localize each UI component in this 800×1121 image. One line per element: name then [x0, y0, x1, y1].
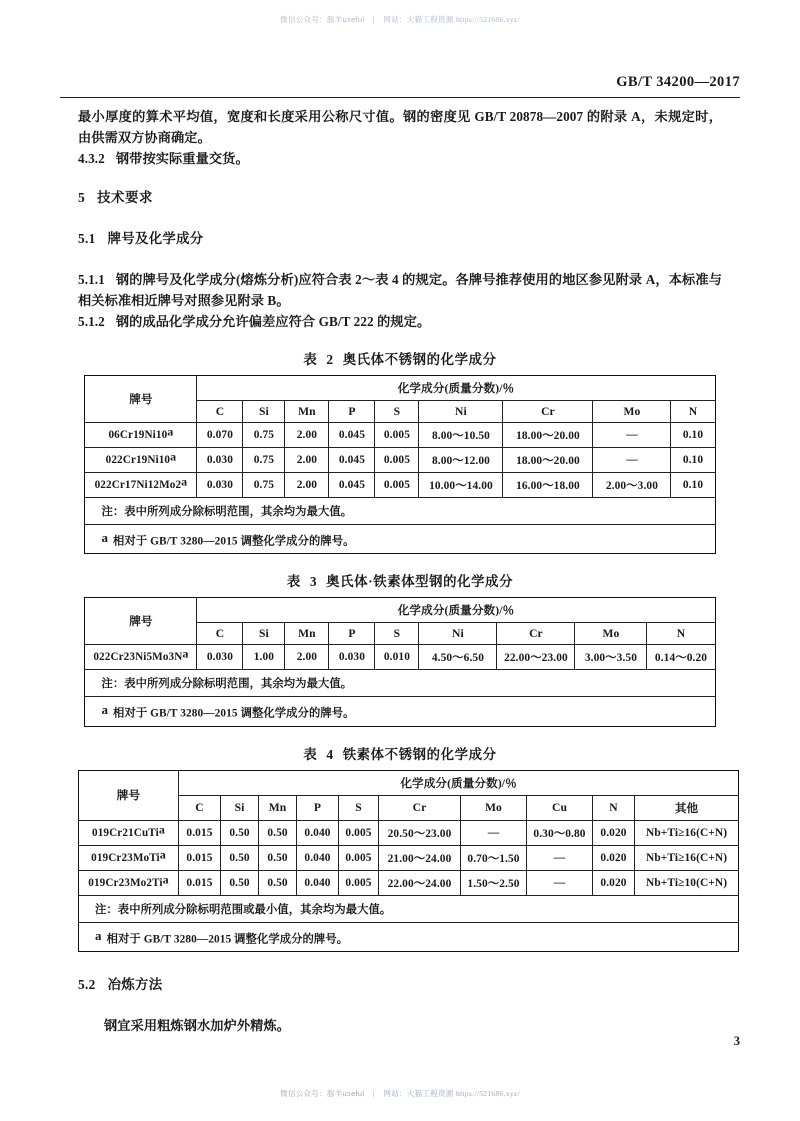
- table-3-col-ni: Ni: [419, 623, 497, 645]
- cell: 2.00: [285, 473, 329, 498]
- table-3-caption: [78, 571, 722, 590]
- table-3-footnote: [85, 697, 715, 726]
- footnote-text: 相对于 GB/T 3280—2015 调整化学成分的牌号。: [113, 535, 355, 548]
- table-4-label: 表: [303, 746, 318, 762]
- header-rule: [60, 97, 740, 98]
- table-2-col-mn: Mn: [285, 401, 329, 423]
- grade-text: 019Cr23Mo2Ti: [88, 876, 163, 889]
- clause-5-1-2-number: 5.1.2: [78, 314, 105, 329]
- cell: 0.020: [593, 870, 635, 895]
- grade-text: 019Cr23MoTi: [91, 851, 160, 864]
- table-4-grade-1: [79, 845, 179, 870]
- cell: Nb+Ti≥16(C+N): [635, 820, 739, 845]
- table-4-col-si: Si: [221, 795, 259, 820]
- table-3-col-mo: Mo: [575, 623, 647, 645]
- footnote-mark: a: [181, 474, 188, 489]
- clause-4-3-2-number: 4.3.2: [78, 151, 105, 166]
- table-4-grade-2: [79, 870, 179, 895]
- table-4-title: 铁素体不锈钢的化学成分: [342, 746, 497, 762]
- cell: 0.030: [197, 448, 243, 473]
- table-4-grade-0: [79, 820, 179, 845]
- standard-code-header: GB/T 34200—2017: [616, 74, 740, 90]
- cell: —: [593, 423, 671, 448]
- cell: 0.14～0.20: [647, 645, 715, 670]
- table-2-col-n: N: [671, 401, 715, 423]
- table-3-col-c: C: [197, 623, 243, 645]
- cell: 0.50: [259, 870, 297, 895]
- table-4-col-other: 其他: [635, 795, 739, 820]
- table-row: [79, 820, 739, 845]
- table-2-col-group: 化学成分(质量分数)/％: [197, 376, 715, 401]
- table-note-row: [85, 670, 715, 697]
- cell: 0.005: [375, 448, 419, 473]
- table-4-col-n: N: [593, 795, 635, 820]
- cell: 0.50: [259, 820, 297, 845]
- table-note-row: [85, 498, 715, 525]
- cell: 0.045: [329, 423, 375, 448]
- table-row: [85, 423, 715, 448]
- table-3-note: 注：表中所列成分除标明范围，其余均为最大值。: [85, 670, 715, 697]
- table-2-col-mo: Mo: [593, 401, 671, 423]
- cell: 2.00: [285, 448, 329, 473]
- table-2-title: 奥氏体不锈钢的化学成分: [342, 352, 497, 367]
- section-5-title: 技术要求: [97, 190, 153, 205]
- table-2-footnote: [85, 525, 715, 554]
- cell: 8.00～12.00: [419, 448, 503, 473]
- table-4-col-grade: 牌号: [79, 770, 179, 820]
- clause-5-1-1: [78, 269, 722, 311]
- table-austenitic-ferritic-composition: [84, 597, 715, 726]
- cell: 0.015: [179, 845, 221, 870]
- table-4-col-c: C: [179, 795, 221, 820]
- section-5-1-title: 牌号及化学成分: [107, 231, 204, 246]
- table-2-col-ni: Ni: [419, 401, 503, 423]
- cell: 2.00: [285, 423, 329, 448]
- watermark-top: [0, 14, 800, 25]
- table-2-col-c: C: [197, 401, 243, 423]
- grade-text: 019Cr21CuTi: [92, 826, 159, 839]
- watermark-bottom: [0, 1088, 800, 1099]
- table-2-caption: [78, 349, 722, 368]
- cell: 0.045: [329, 448, 375, 473]
- cell: —: [527, 845, 593, 870]
- cell: 0.005: [339, 870, 379, 895]
- section-5-2-title: 冶炼方法: [107, 976, 163, 992]
- table-austenitic-stainless-composition: [84, 375, 715, 554]
- cell: Nb+Ti≥10(C+N): [635, 870, 739, 895]
- table-row: [85, 645, 715, 670]
- table-2-number: 2: [326, 352, 334, 367]
- cell: 0.50: [221, 845, 259, 870]
- table-4-col-mn: Mn: [259, 795, 297, 820]
- table-4-header-row-2: [79, 795, 739, 820]
- cell: 8.00～10.50: [419, 423, 503, 448]
- clause-5-1-1-text: 钢的牌号及化学成分(熔炼分析)应符合表 2～表 4 的规定。各牌号推荐使用的地区参见附录 A，本标准与相关标准相近牌号对照参见附录 B。: [78, 272, 722, 308]
- cell: 0.020: [593, 845, 635, 870]
- footnote-mark: a: [158, 822, 165, 837]
- cell: 16.00～18.00: [503, 473, 593, 498]
- cell: —: [527, 870, 593, 895]
- cell: 18.00～20.00: [503, 423, 593, 448]
- cell: 0.30～0.80: [527, 820, 593, 845]
- table-3-number: 3: [309, 574, 318, 590]
- cell: 0.10: [671, 473, 715, 498]
- cell: 0.50: [221, 870, 259, 895]
- table-2-note: 注：表中所列成分除标明范围，其余均为最大值。: [85, 498, 715, 525]
- table-note-row: [79, 895, 739, 922]
- cell: 2.00: [285, 645, 329, 670]
- cell: —: [461, 820, 527, 845]
- cell: 0.030: [197, 645, 243, 670]
- watermark-site: 网站：大猫工程资源: [383, 15, 454, 24]
- table-3-col-grade: 牌号: [85, 598, 197, 645]
- table-4-number: 4: [326, 746, 334, 762]
- table-row: [79, 870, 739, 895]
- grade-text: 022Cr23Ni5Mo3N: [93, 651, 183, 664]
- cell: 0.070: [197, 423, 243, 448]
- cell: 0.005: [375, 423, 419, 448]
- footnote-mark: a: [101, 530, 109, 545]
- table-3-col-s: S: [375, 623, 419, 645]
- cell: 0.10: [671, 448, 715, 473]
- table-2-grade-2: [85, 473, 197, 498]
- cell: 18.00～20.00: [503, 448, 593, 473]
- table-2-col-si: Si: [243, 401, 285, 423]
- cell: —: [593, 448, 671, 473]
- grade-text: 06Cr19Ni10: [108, 429, 168, 441]
- table-4-note: 注：表中所列成分除标明范围或最小值，其余均为最大值。: [79, 895, 739, 922]
- watermark-url: https://521686.xyz/: [456, 15, 520, 24]
- clause-5-2-text: 钢宜采用粗炼钢水加炉外精炼。: [104, 1017, 291, 1033]
- table-2-grade-0: [85, 423, 197, 448]
- table-2-header-row-1: [85, 376, 715, 401]
- watermark-url: https://521686.xyz/: [456, 1089, 520, 1098]
- cell: 0.005: [339, 845, 379, 870]
- cell: 0.005: [375, 473, 419, 498]
- table-4-col-p: P: [297, 795, 339, 820]
- clause-5-1-2: [78, 311, 722, 332]
- cell: 0.50: [259, 845, 297, 870]
- cell: 0.75: [243, 448, 285, 473]
- table-footnote-row: [79, 922, 739, 951]
- table-3-header-row-1: [85, 598, 715, 623]
- cell: 22.00～23.00: [497, 645, 575, 670]
- section-5-2-number: 5.2: [78, 976, 96, 992]
- cell: 0.75: [243, 473, 285, 498]
- cell: 0.50: [221, 820, 259, 845]
- footnote-mark: a: [95, 927, 102, 943]
- cell: 0.010: [375, 645, 419, 670]
- table-ferritic-stainless-composition: [78, 770, 739, 952]
- table-4-col-s: S: [339, 795, 379, 820]
- footnote-mark: a: [170, 449, 177, 464]
- paragraph-thickness: 最小厚度的算术平均值，宽度和长度采用公称尺寸值。钢的密度见 GB/T 20878—2007 的附录 A，未规定时，由供需双方协商确定。: [78, 109, 722, 145]
- cell: 0.70～1.50: [461, 845, 527, 870]
- cell: 0.75: [243, 423, 285, 448]
- grade-text: 022Cr19Ni10: [105, 454, 171, 466]
- table-2-grade-1: [85, 448, 197, 473]
- table-row: [85, 473, 715, 498]
- table-3-title: 奥氏体·铁素体型钢的化学成分: [326, 574, 514, 590]
- clause-5-1-2-text: 钢的成品化学成分允许偏差应符合 GB/T 222 的规定。: [115, 314, 431, 329]
- clause-4-3-2-text: 钢带按实际重量交货。: [115, 151, 249, 166]
- table-4-col-mo: Mo: [461, 795, 527, 820]
- page-number: 3: [733, 1034, 740, 1048]
- cell: 4.50～6.50: [419, 645, 497, 670]
- footnote-text: 相对于 GB/T 3280—2015 调整化学成分的牌号。: [113, 707, 355, 720]
- table-footnote-row: [85, 525, 715, 554]
- footnote-mark: a: [159, 847, 166, 862]
- grade-text: 022Cr17Ni12Mo2: [94, 479, 182, 491]
- cell: 21.00～24.00: [379, 845, 461, 870]
- cell: 0.045: [329, 473, 375, 498]
- table-3-label: 表: [286, 574, 301, 590]
- watermark-wechat: 微信公众号：豚羊useful: [280, 15, 365, 24]
- watermark-separator: |: [372, 15, 376, 24]
- cell: 3.00～3.50: [575, 645, 647, 670]
- cell: 0.040: [297, 820, 339, 845]
- clause-4-3-2: [78, 148, 722, 169]
- table-footnote-row: [85, 697, 715, 726]
- table-2-label: 表: [303, 352, 318, 367]
- footnote-text: 相对于 GB/T 3280—2015 调整化学成分的牌号。: [106, 932, 349, 945]
- cell: 0.030: [197, 473, 243, 498]
- table-2-col-cr: Cr: [503, 401, 593, 423]
- cell: 0.020: [593, 820, 635, 845]
- footnote-mark: a: [101, 702, 109, 718]
- table-4-col-group: 化学成分(质量分数)/％: [179, 770, 739, 795]
- table-4-col-cu: Cu: [527, 795, 593, 820]
- table-4-caption: [78, 744, 722, 763]
- cell: 0.005: [339, 820, 379, 845]
- table-3-col-mn: Mn: [285, 623, 329, 645]
- section-5-1-number: 5.1: [78, 231, 96, 246]
- cell: 0.040: [297, 870, 339, 895]
- footnote-mark: a: [167, 424, 174, 439]
- cell: 2.00～3.00: [593, 473, 671, 498]
- table-3-grade-0: [85, 645, 197, 670]
- table-4-header-row-1: [79, 770, 739, 795]
- footnote-mark: a: [162, 872, 169, 887]
- cell: 10.00～14.00: [419, 473, 503, 498]
- watermark-site: 网站：大猫工程资源: [383, 1089, 454, 1098]
- cell: 0.10: [671, 423, 715, 448]
- cell: 0.015: [179, 820, 221, 845]
- watermark-wechat: 微信公众号：豚羊useful: [280, 1089, 365, 1098]
- cell: 0.040: [297, 845, 339, 870]
- table-2-col-p: P: [329, 401, 375, 423]
- section-5-heading: [78, 186, 722, 206]
- cell: 20.50～23.00: [379, 820, 461, 845]
- table-3-col-p: P: [329, 623, 375, 645]
- table-row: [79, 845, 739, 870]
- table-3-col-cr: Cr: [497, 623, 575, 645]
- cell: Nb+Ti≥16(C+N): [635, 845, 739, 870]
- table-3-col-si: Si: [243, 623, 285, 645]
- cell: 1.50～2.50: [461, 870, 527, 895]
- cell: 22.00～24.00: [379, 870, 461, 895]
- table-2-col-s: S: [375, 401, 419, 423]
- table-2-col-grade: 牌号: [85, 376, 197, 423]
- table-4-col-cr: Cr: [379, 795, 461, 820]
- cell: 0.030: [329, 645, 375, 670]
- clause-5-1-1-number: 5.1.1: [78, 272, 105, 287]
- table-3-col-n: N: [647, 623, 715, 645]
- cell: 1.00: [243, 645, 285, 670]
- table-row: [85, 448, 715, 473]
- page-content: [78, 106, 728, 1036]
- table-3-col-group: 化学成分(质量分数)/％: [197, 598, 715, 623]
- watermark-separator: |: [372, 1089, 376, 1098]
- section-5-2-heading: [78, 974, 722, 993]
- section-5-1-heading: [78, 228, 722, 247]
- footnote-mark: a: [182, 646, 189, 661]
- section-5-number: 5: [78, 190, 86, 205]
- table-4-footnote: [79, 922, 739, 951]
- cell: 0.015: [179, 870, 221, 895]
